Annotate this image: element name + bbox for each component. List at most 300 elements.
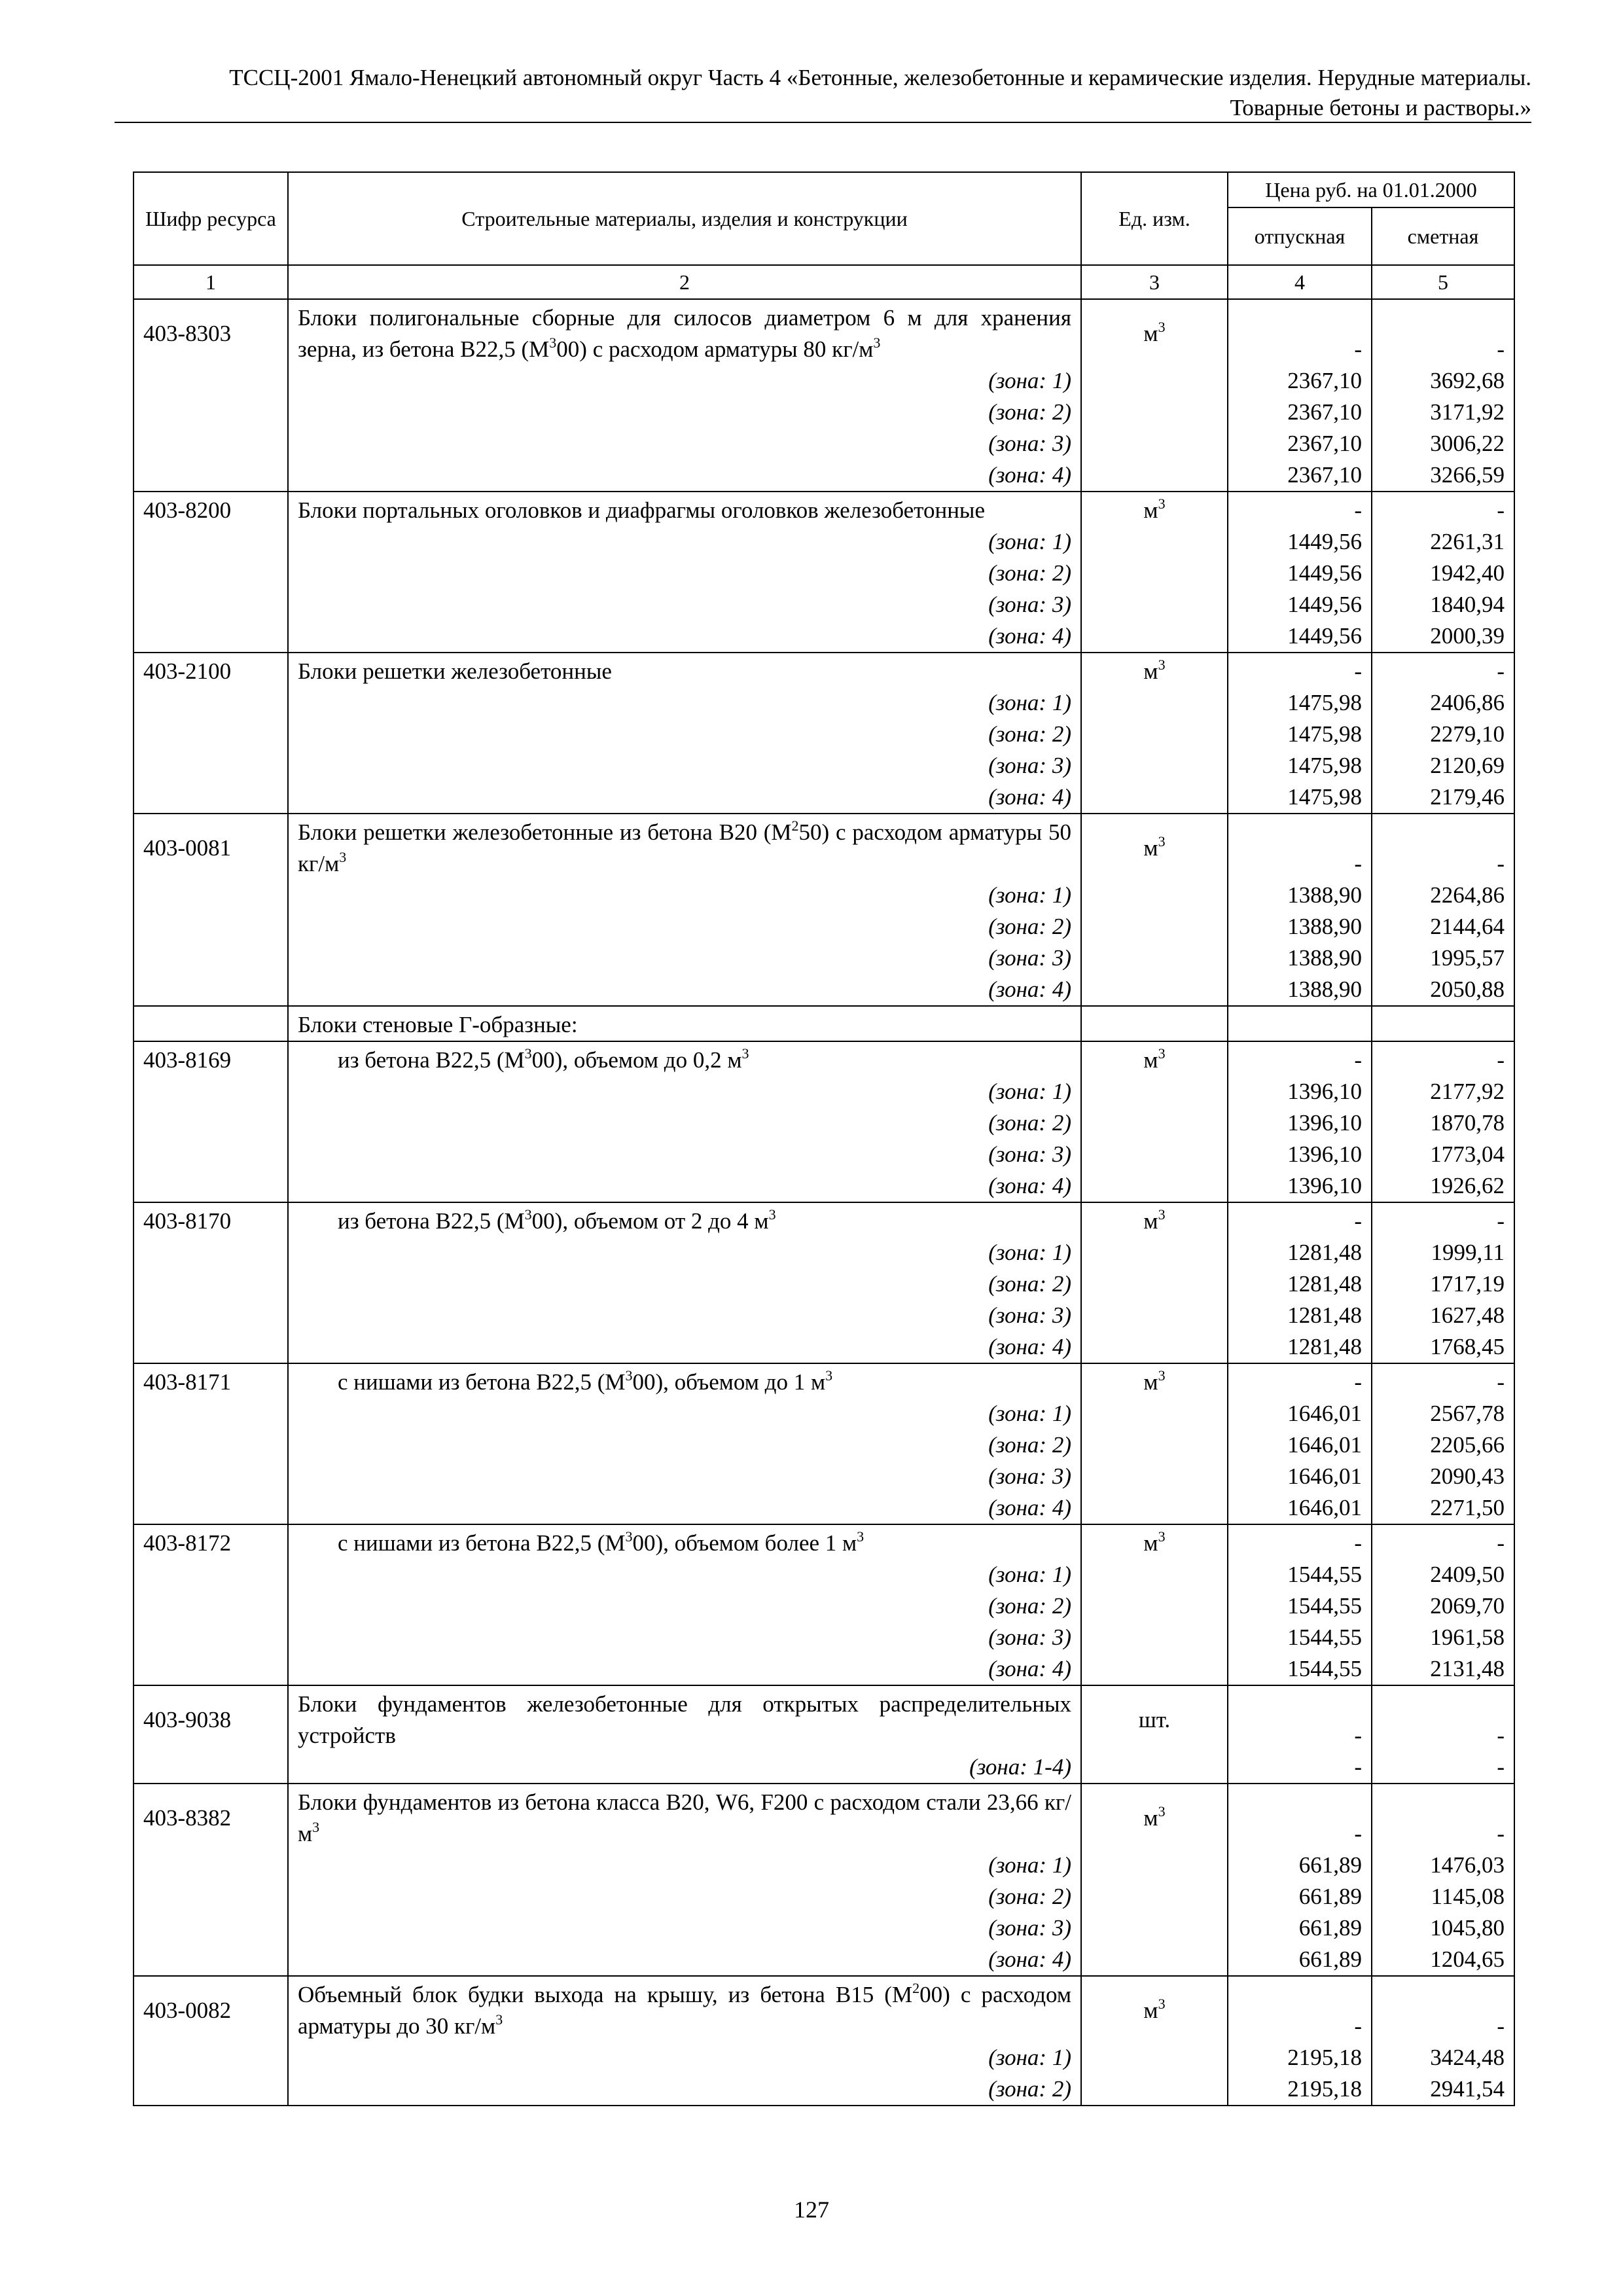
unit-empty [1081, 1944, 1228, 1976]
zone-price-row [134, 1881, 1514, 1912]
zone-price-row [134, 1139, 1514, 1170]
material-name: Блоки решетки железобетонные из бетона В20 $(М^250)$ с расходом арматуры 50 $кг/м^3$ [288, 814, 1081, 880]
table-row [134, 1524, 1514, 1559]
table-row [134, 1784, 1514, 1850]
resource-code-empty [134, 620, 288, 653]
zone-label: (зона: 2) [288, 719, 1081, 750]
resource-code-empty [134, 1006, 288, 1041]
estimate-price: - [1372, 1524, 1514, 1559]
resource-code: 403-0082 [134, 1976, 288, 2042]
resource-code: 403-8303 [134, 299, 288, 365]
unit-empty [1081, 589, 1228, 620]
estimate-price: 2406,86 [1372, 687, 1514, 719]
estimate-price: 1145,08 [1372, 1881, 1514, 1912]
resource-code-empty [134, 428, 288, 459]
resource-code: 403-9038 [134, 1685, 288, 1751]
zone-label: (зона: 2) [288, 1107, 1081, 1139]
zone-price-row [134, 526, 1514, 558]
resource-code-empty [134, 781, 288, 814]
release-price: 1449,56 [1228, 526, 1372, 558]
resource-code-empty [134, 1268, 288, 1300]
zone-price-row [134, 687, 1514, 719]
resource-code: 403-8170 [134, 1202, 288, 1237]
unit-of-measure: $м^3$ [1081, 1976, 1228, 2042]
zone-price-row [134, 1850, 1514, 1881]
estimate-price: 3692,68 [1372, 365, 1514, 397]
release-price: 1396,10 [1228, 1107, 1372, 1139]
estimate-price: 2205,66 [1372, 1429, 1514, 1461]
release-empty [1228, 1006, 1372, 1041]
resource-code-empty [134, 687, 288, 719]
resource-code-empty [134, 397, 288, 428]
zone-label: (зона: 4) [288, 974, 1081, 1006]
zone-label: (зона: 4) [288, 620, 1081, 653]
unit-empty [1081, 1429, 1228, 1461]
unit-empty [1081, 1331, 1228, 1363]
table-header [134, 172, 1514, 299]
resource-code: 403-8169 [134, 1041, 288, 1076]
zone-label: (зона: 2) [288, 1881, 1081, 1912]
resource-code-empty [134, 1850, 288, 1881]
estimate-price: 2271,50 [1372, 1492, 1514, 1524]
table-row [134, 1976, 1514, 2042]
zone-price-row [134, 589, 1514, 620]
estimate-price: 1870,78 [1372, 1107, 1514, 1139]
release-price: - [1228, 1784, 1372, 1850]
release-price: 1544,55 [1228, 1653, 1372, 1685]
zone-price-row [134, 719, 1514, 750]
resource-code-empty [134, 719, 288, 750]
unit-empty [1081, 1653, 1228, 1685]
release-price: - [1228, 1363, 1372, 1398]
estimate-price: - [1372, 1041, 1514, 1076]
zone-price-row [134, 1944, 1514, 1976]
zone-label: (зона: 2) [288, 1429, 1081, 1461]
estimate-price: 2131,48 [1372, 1653, 1514, 1685]
running-header [115, 63, 1531, 123]
unit-empty [1081, 1006, 1228, 1041]
resource-code-empty [134, 1170, 288, 1202]
zone-price-row [134, 397, 1514, 428]
release-price: 661,89 [1228, 1850, 1372, 1881]
unit-of-measure: $м^3$ [1081, 1524, 1228, 1559]
estimate-price: - [1372, 492, 1514, 526]
zone-label: (зона: 1) [288, 1398, 1081, 1429]
release-price: 661,89 [1228, 1881, 1372, 1912]
zone-label: (зона: 3) [288, 750, 1081, 781]
resource-code-empty [134, 1912, 288, 1944]
unit-of-measure: $м^3$ [1081, 492, 1228, 526]
release-price: 1449,56 [1228, 589, 1372, 620]
estimate-price: 3424,48 [1372, 2042, 1514, 2073]
header-line-2: Товарные бетоны и растворы.» [1230, 95, 1531, 120]
release-price: 1646,01 [1228, 1492, 1372, 1524]
unit-empty [1081, 750, 1228, 781]
table-body [134, 299, 1514, 2106]
header-estimate-price: сметная [1372, 207, 1514, 265]
resource-code-empty [134, 1398, 288, 1429]
estimate-price: - [1372, 814, 1514, 880]
estimate-price: 3266,59 [1372, 459, 1514, 492]
unit-of-measure: $м^3$ [1081, 1784, 1228, 1850]
unit-of-measure: $м^3$ [1081, 1041, 1228, 1076]
release-price: 1646,01 [1228, 1461, 1372, 1492]
release-price: 2367,10 [1228, 397, 1372, 428]
unit-empty [1081, 459, 1228, 492]
unit-empty [1081, 397, 1228, 428]
zone-price-row [134, 428, 1514, 459]
resource-code-empty [134, 1751, 288, 1784]
resource-code-empty [134, 880, 288, 911]
material-name: Блоки фундаментов из бетона класса В20, W6, F200 с расходом стали 23,66 $кг/м^3$ [288, 1784, 1081, 1850]
estimate-price: 1961,58 [1372, 1622, 1514, 1653]
col-number-2: 2 [288, 265, 1081, 299]
header-name: Строительные материалы, изделия и конструкции [288, 172, 1081, 265]
release-price: 1396,10 [1228, 1139, 1372, 1170]
unit-empty [1081, 1912, 1228, 1944]
zone-label: (зона: 3) [288, 589, 1081, 620]
release-price: 1388,90 [1228, 911, 1372, 942]
estimate-price: 2567,78 [1372, 1398, 1514, 1429]
release-price: 1396,10 [1228, 1170, 1372, 1202]
zone-price-row [134, 1461, 1514, 1492]
header-release-price: отпускная [1228, 207, 1372, 265]
zone-price-row [134, 459, 1514, 492]
unit-empty [1081, 1107, 1228, 1139]
zone-label: (зона: 4) [288, 781, 1081, 814]
table-row [134, 299, 1514, 365]
unit-empty [1081, 620, 1228, 653]
release-price: 661,89 [1228, 1912, 1372, 1944]
zone-label: (зона: 3) [288, 1622, 1081, 1653]
estimate-price: 2261,31 [1372, 526, 1514, 558]
resource-code-empty [134, 365, 288, 397]
header-code: Шифр ресурса [134, 172, 288, 265]
unit-empty [1081, 2073, 1228, 2106]
unit-empty [1081, 974, 1228, 1006]
zone-price-row [134, 942, 1514, 974]
resource-code-empty [134, 1559, 288, 1590]
material-name: Блоки решетки железобетонные [288, 653, 1081, 687]
page-number: 127 [794, 2197, 829, 2223]
zone-price-row [134, 1559, 1514, 1590]
estimate-price: 2144,64 [1372, 911, 1514, 942]
zone-price-row [134, 750, 1514, 781]
table-row [134, 653, 1514, 687]
release-price: 1281,48 [1228, 1237, 1372, 1268]
header-price-group: Цена руб. на 01.01.2000 [1228, 172, 1514, 207]
release-price: 1544,55 [1228, 1559, 1372, 1590]
material-name: Блоки фундаментов железобетонные для открытых распределительных устройств [288, 1685, 1081, 1751]
estimate-price: - [1372, 299, 1514, 365]
unit-of-measure: шт. [1081, 1685, 1228, 1751]
unit-empty [1081, 1850, 1228, 1881]
zone-price-row [134, 1268, 1514, 1300]
resource-code-empty [134, 1492, 288, 1524]
zone-label: (зона: 1) [288, 880, 1081, 911]
unit-of-measure: $м^3$ [1081, 299, 1228, 365]
zone-label: (зона: 3) [288, 1461, 1081, 1492]
zone-price-row [134, 2042, 1514, 2073]
zone-price-row [134, 1170, 1514, 1202]
resource-code-empty [134, 459, 288, 492]
zone-label: (зона: 4) [288, 1653, 1081, 1685]
resource-code: 403-8172 [134, 1524, 288, 1559]
estimate-price: 1717,19 [1372, 1268, 1514, 1300]
col-number-5: 5 [1372, 265, 1514, 299]
resource-code-empty [134, 942, 288, 974]
material-name: Блоки портальных оголовков и диафрагмы оголовков железобетонные [288, 492, 1081, 526]
unit-empty [1081, 911, 1228, 942]
zone-price-row [134, 1331, 1514, 1363]
unit-empty [1081, 1237, 1228, 1268]
estimate-price: 1840,94 [1372, 589, 1514, 620]
material-name: Объемный блок будки выхода на крышу, из бетона В15 $(М^200)$ с расходом арматуры до 30 $кг/м^3$ [288, 1976, 1081, 2042]
release-price: 1449,56 [1228, 620, 1372, 653]
release-price: - [1228, 1976, 1372, 2042]
estimate-price: 1204,65 [1372, 1944, 1514, 1976]
release-price: - [1228, 814, 1372, 880]
release-price: - [1228, 1685, 1372, 1751]
unit-empty [1081, 781, 1228, 814]
zone-price-row [134, 1912, 1514, 1944]
resource-code-empty [134, 911, 288, 942]
resource-code-empty [134, 1429, 288, 1461]
zone-price-row [134, 1237, 1514, 1268]
header-unit: Ед. изм. [1081, 172, 1228, 265]
col-number-4: 4 [1228, 265, 1372, 299]
unit-empty [1081, 365, 1228, 397]
table-row [134, 814, 1514, 880]
estimate-price: - [1372, 1202, 1514, 1237]
unit-empty [1081, 1751, 1228, 1784]
estimate-price: 1045,80 [1372, 1912, 1514, 1944]
resource-code-empty [134, 1331, 288, 1363]
material-name: Блоки полигональные сборные для силосов диаметром 6 м для хранения зерна, из бетона В22,5 $(М^300)$ с расходом арматуры 80 $кг/м^3$ [288, 299, 1081, 365]
resource-code-empty [134, 1622, 288, 1653]
zone-label: (зона: 4) [288, 1944, 1081, 1976]
zone-price-row [134, 880, 1514, 911]
resource-code-empty [134, 1944, 288, 1976]
zone-price-row [134, 1653, 1514, 1685]
zone-price-row [134, 974, 1514, 1006]
resource-code: 403-8382 [134, 1784, 288, 1850]
zone-label: (зона: 1) [288, 1237, 1081, 1268]
zone-label: (зона: 2) [288, 1268, 1081, 1300]
unit-empty [1081, 428, 1228, 459]
col-number-1: 1 [134, 265, 288, 299]
estimate-price: 1768,45 [1372, 1331, 1514, 1363]
resource-code-empty [134, 589, 288, 620]
release-price: 1475,98 [1228, 750, 1372, 781]
group-heading-row [134, 1006, 1514, 1041]
zone-label: (зона: 2) [288, 397, 1081, 428]
estimate-price: 2179,46 [1372, 781, 1514, 814]
estimate-price: 2050,88 [1372, 974, 1514, 1006]
release-price: 1281,48 [1228, 1268, 1372, 1300]
estimate-price: 2000,39 [1372, 620, 1514, 653]
zone-price-row [134, 1751, 1514, 1784]
unit-of-measure: $м^3$ [1081, 814, 1228, 880]
resource-code-empty [134, 1461, 288, 1492]
estimate-price: - [1372, 1976, 1514, 2042]
zone-price-row [134, 620, 1514, 653]
header-line-1: ТССЦ-2001 Ямало-Ненецкий автономный округ Часть 4 «Бетонные, железобетонные и керамические изделия. Нерудные материалы. [229, 65, 1531, 90]
resource-code-empty [134, 526, 288, 558]
release-price: 1388,90 [1228, 974, 1372, 1006]
release-price: 2367,10 [1228, 459, 1372, 492]
unit-empty [1081, 1170, 1228, 1202]
material-name: из бетона В22,5 $(М^300)$, объемом до 0,2 $м^3$ [288, 1041, 1081, 1076]
unit-of-measure: $м^3$ [1081, 1202, 1228, 1237]
release-price: 661,89 [1228, 1944, 1372, 1976]
zone-price-row [134, 1492, 1514, 1524]
unit-empty [1081, 558, 1228, 589]
release-price: 1281,48 [1228, 1300, 1372, 1331]
release-price: - [1228, 492, 1372, 526]
zone-label: (зона: 4) [288, 1331, 1081, 1363]
unit-empty [1081, 1076, 1228, 1107]
zone-price-row [134, 1300, 1514, 1331]
zone-label: (зона: 1) [288, 687, 1081, 719]
estimate-price: 1476,03 [1372, 1850, 1514, 1881]
estimate-price: 2409,50 [1372, 1559, 1514, 1590]
resource-code-empty [134, 1076, 288, 1107]
resource-code-empty [134, 1881, 288, 1912]
release-price: 2195,18 [1228, 2073, 1372, 2106]
resource-code: 403-0081 [134, 814, 288, 880]
unit-empty [1081, 1492, 1228, 1524]
release-price: 1388,90 [1228, 942, 1372, 974]
unit-of-measure: $м^3$ [1081, 1363, 1228, 1398]
unit-empty [1081, 942, 1228, 974]
release-price: 2367,10 [1228, 428, 1372, 459]
release-price: 1475,98 [1228, 781, 1372, 814]
release-price: - [1228, 1524, 1372, 1559]
zone-label: (зона: 1) [288, 2042, 1081, 2073]
unit-empty [1081, 1139, 1228, 1170]
release-price: - [1228, 299, 1372, 365]
unit-empty [1081, 687, 1228, 719]
estimate-price: - [1372, 1751, 1514, 1784]
zone-label: (зона: 1) [288, 365, 1081, 397]
release-price: 1646,01 [1228, 1398, 1372, 1429]
unit-empty [1081, 1559, 1228, 1590]
resource-code-empty [134, 2073, 288, 2106]
estimate-price: 1627,48 [1372, 1300, 1514, 1331]
resource-code-empty [134, 1139, 288, 1170]
unit-empty [1081, 1590, 1228, 1622]
estimate-price: 3006,22 [1372, 428, 1514, 459]
unit-empty [1081, 880, 1228, 911]
release-price: - [1228, 653, 1372, 687]
resource-code: 403-8200 [134, 492, 288, 526]
header-rule [115, 122, 1531, 123]
release-price: - [1228, 1751, 1372, 1784]
estimate-price: 1995,57 [1372, 942, 1514, 974]
unit-empty [1081, 1398, 1228, 1429]
unit-empty [1081, 1461, 1228, 1492]
estimate-price: 2264,86 [1372, 880, 1514, 911]
estimate-price: - [1372, 1685, 1514, 1751]
unit-empty [1081, 1300, 1228, 1331]
zone-price-row [134, 1107, 1514, 1139]
material-name: с нишами из бетона В22,5 $(М^300)$, объемом до 1 $м^3$ [288, 1363, 1081, 1398]
release-price: - [1228, 1041, 1372, 1076]
unit-empty [1081, 1881, 1228, 1912]
zone-label: (зона: 3) [288, 1139, 1081, 1170]
material-name: с нишами из бетона В22,5 $(М^300)$, объемом более 1 $м^3$ [288, 1524, 1081, 1559]
unit-empty [1081, 526, 1228, 558]
table-row [134, 1685, 1514, 1751]
unit-empty [1081, 719, 1228, 750]
resource-code-empty [134, 1590, 288, 1622]
zone-label: (зона: 4) [288, 1170, 1081, 1202]
release-price: 1544,55 [1228, 1590, 1372, 1622]
estimate-price: 1942,40 [1372, 558, 1514, 589]
zone-price-row [134, 365, 1514, 397]
zone-price-row [134, 1076, 1514, 1107]
zone-price-row [134, 1590, 1514, 1622]
release-price: 1646,01 [1228, 1429, 1372, 1461]
resource-code-empty [134, 750, 288, 781]
zone-price-row [134, 2073, 1514, 2106]
resource-code-empty [134, 1107, 288, 1139]
release-price: 1281,48 [1228, 1331, 1372, 1363]
estimate-price: 1773,04 [1372, 1139, 1514, 1170]
estimate-price: 2279,10 [1372, 719, 1514, 750]
zone-label: (зона: 2) [288, 2073, 1081, 2106]
zone-price-row [134, 1622, 1514, 1653]
resource-code: 403-8171 [134, 1363, 288, 1398]
zone-label: (зона: 4) [288, 1492, 1081, 1524]
resource-code-empty [134, 2042, 288, 2073]
zone-price-row [134, 1398, 1514, 1429]
release-price: 1544,55 [1228, 1622, 1372, 1653]
estimate-price: 3171,92 [1372, 397, 1514, 428]
zone-label: (зона: 2) [288, 1590, 1081, 1622]
zone-price-row [134, 1429, 1514, 1461]
resource-code-empty [134, 974, 288, 1006]
zone-price-row [134, 558, 1514, 589]
estimate-price: 1999,11 [1372, 1237, 1514, 1268]
estimate-price: 2941,54 [1372, 2073, 1514, 2106]
table-row [134, 1363, 1514, 1398]
table-row [134, 1041, 1514, 1076]
zone-label: (зона: 3) [288, 1912, 1081, 1944]
zone-label: (зона: 3) [288, 428, 1081, 459]
zone-price-row [134, 781, 1514, 814]
table-row [134, 1202, 1514, 1237]
release-price: 1388,90 [1228, 880, 1372, 911]
release-price: 1449,56 [1228, 558, 1372, 589]
zone-label: (зона: 1) [288, 1850, 1081, 1881]
zone-label: (зона: 3) [288, 942, 1081, 974]
material-name: из бетона В22,5 $(М^300)$, объемом от 2 до 4 $м^3$ [288, 1202, 1081, 1237]
release-price: - [1228, 1202, 1372, 1237]
price-table [133, 171, 1515, 2106]
unit-empty [1081, 2042, 1228, 2073]
zone-label: (зона: 4) [288, 459, 1081, 492]
estimate-price: - [1372, 653, 1514, 687]
unit-empty [1081, 1622, 1228, 1653]
zone-label: (зона: 1) [288, 526, 1081, 558]
resource-code-empty [134, 1300, 288, 1331]
estimate-price: - [1372, 1363, 1514, 1398]
resource-code: 403-2100 [134, 653, 288, 687]
release-price: 1475,98 [1228, 719, 1372, 750]
release-price: 1475,98 [1228, 687, 1372, 719]
